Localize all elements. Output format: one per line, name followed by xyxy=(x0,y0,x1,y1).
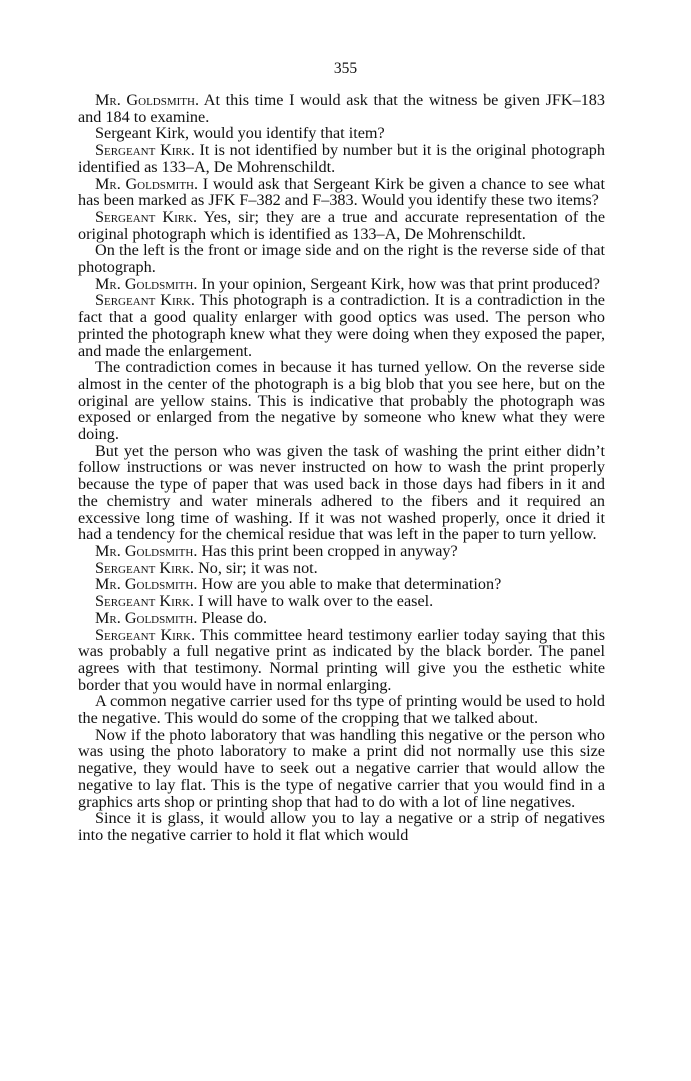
speaker-name: Sergeant Kirk. xyxy=(95,291,195,310)
speaker-name: Sergeant Kirk. xyxy=(95,558,195,577)
paragraph-text: A common negative carrier used for ths type of printing would be used to hold the negative. This would do some of the cropping that we talked about. xyxy=(78,692,605,728)
paragraph-text: But yet the person who was given the task of washing the print either didn’t follow instructions or was never instructed on how to wash the print properly because the type of paper that was used back in those days had fibers in it and the chemistry and water minerals adhered to the fibers and it required an excessive long time of washing. If it was not washed properly, once it dried it had a tendency for the chemical residue that was left in the paper to turn yellow. xyxy=(78,441,605,544)
speaker-name: Mr. Goldsmith. xyxy=(95,174,199,193)
paragraph xyxy=(78,359,605,443)
page-number: 355 xyxy=(333,60,358,77)
speaker-name: Mr. Goldsmith. xyxy=(95,91,200,109)
paragraph-text: Has this print been cropped in anyway? xyxy=(197,541,458,560)
paragraph xyxy=(78,810,605,843)
paragraph xyxy=(78,209,605,242)
paragraph xyxy=(78,593,605,610)
speaker-name: Sergeant Kirk. xyxy=(95,207,198,226)
paragraph-text: Now if the photo laboratory that was handling this negative or the person who was using the photo laboratory to make a print did not normally use this size negative, they would have to seek out a negative carrier that would allow the negative to lay flat. This is the type of negative carrier that you would find in a graphics arts shop or printing shop that had to do with a lot of line negatives. xyxy=(78,725,605,811)
paragraph-text: I would ask that Sergeant Kirk be given a chance to see what has been marked as JFK F–382 and F–383. Would you identify these two items? xyxy=(78,174,605,210)
paragraph xyxy=(78,627,605,694)
speaker-name: Mr. Goldsmith. xyxy=(95,274,198,293)
paragraph-text: It is not identified by number but it is the original photograph identified as 133–A, De Mohrenschildt. xyxy=(78,141,605,176)
paragraph xyxy=(78,576,605,593)
speaker-name: Mr. Goldsmith. xyxy=(95,541,198,560)
speaker-name: Sergeant Kirk. xyxy=(95,141,195,160)
paragraph-text: I will have to walk over to the easel. xyxy=(194,592,434,611)
paragraph xyxy=(78,543,605,560)
paragraph xyxy=(78,727,605,811)
paragraph-text: No, sir; it was not. xyxy=(194,558,318,577)
paragraph-text: Yes, sir; they are a true and accurate representation of the original photograph which is identified as 133–A, De Mohrenschildt. xyxy=(78,207,606,243)
paragraph-text: Please do. xyxy=(197,608,268,627)
paragraph-text: Sergeant Kirk, would you identify that item? xyxy=(95,124,385,143)
testimony-body xyxy=(78,92,605,844)
paragraph xyxy=(78,142,605,175)
paragraph xyxy=(78,92,605,125)
paragraph xyxy=(78,443,605,543)
paragraph-text: The contradiction comes in because it has turned yellow. On the reverse side almost in the center of the photograph is a big blob that you see here, but on the original are yellow stains. This is indicative that probably the photograph was exposed or enlarged from the negative by someone who knew what they were doing. xyxy=(78,358,605,444)
speaker-name: Mr. Goldsmith. xyxy=(95,575,198,594)
paragraph xyxy=(78,276,605,293)
paragraph-text: In your opinion, Sergeant Kirk, how was that print produced? xyxy=(197,274,600,293)
paragraph-text: At this time I would ask that the witness be given JFK–183 and 184 to examine. xyxy=(78,91,605,126)
paragraph-text: This committee heard testimony earlier today saying that this was probably a full negative print as indicated by the black border. The panel agrees with that testimony. Normal printing will give you the esthetic white border that you would have in normal enlarging. xyxy=(78,625,606,694)
speaker-name: Sergeant Kirk. xyxy=(95,625,196,644)
paragraph xyxy=(78,242,605,275)
paragraph-text: On the left is the front or image side and on the right is the reverse side of that photograph. xyxy=(78,241,605,277)
paragraph xyxy=(78,610,605,627)
paragraph xyxy=(78,560,605,577)
speaker-name: Sergeant Kirk. xyxy=(95,592,195,611)
paragraph xyxy=(78,693,605,726)
paragraph-text: This photograph is a contradiction. It is a contradiction in the fact that a good quality enlarger with good optics was used. The person who printed the photograph knew what they were doing when they exposed the paper, and made the enlargement. xyxy=(78,291,605,360)
paragraph-text: How are you able to make that determination? xyxy=(197,575,502,594)
paragraph xyxy=(78,292,605,359)
paragraph xyxy=(78,176,605,209)
paragraph-text: Since it is glass, it would allow you to lay a negative or a strip of negatives into the negative carrier to hold it flat which would xyxy=(78,809,605,844)
paragraph xyxy=(78,125,605,142)
speaker-name: Mr. Goldsmith. xyxy=(95,608,198,627)
